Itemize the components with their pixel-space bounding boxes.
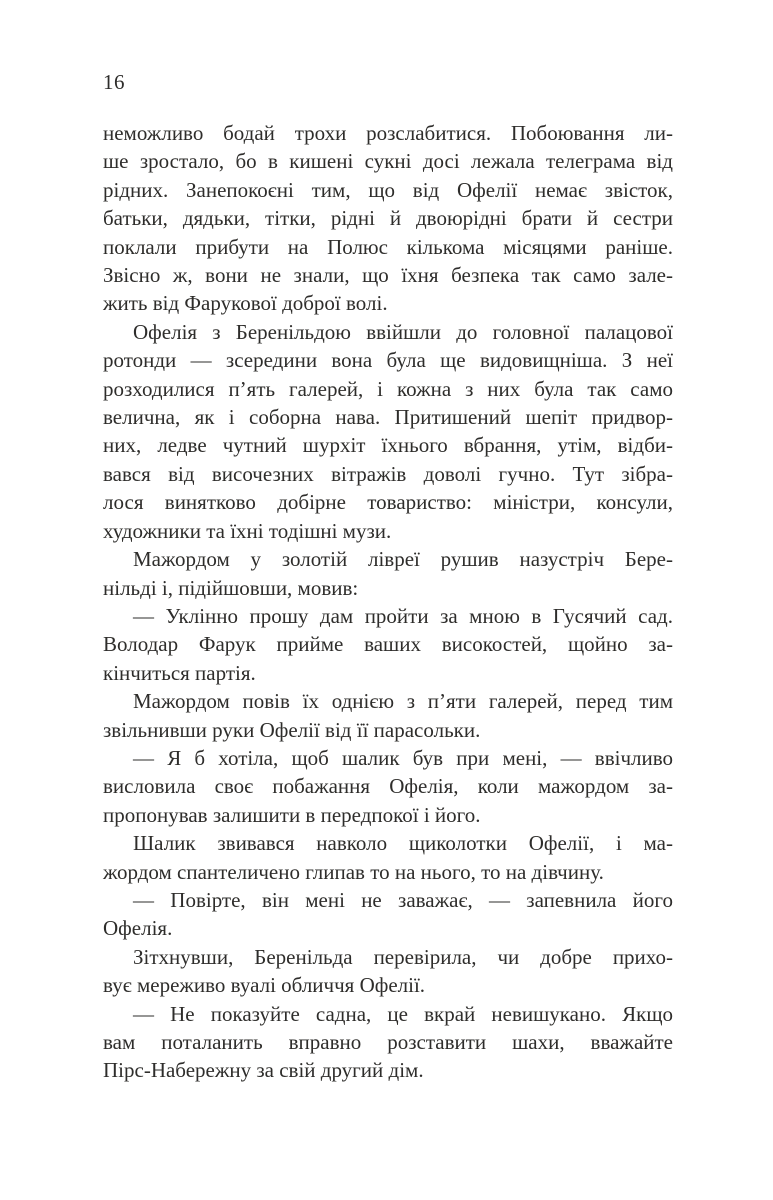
- paragraph-10: [103, 1000, 673, 1085]
- text-line: вався від височезних вітражів доволі гучно. Тут зібра-: [103, 461, 673, 486]
- text-line: Пірс-Набережну за свій другий дім.: [103, 1058, 424, 1083]
- text-line: Звісно ж, вони не знали, що їхня безпека так само зале-: [103, 263, 673, 288]
- text-line: поклали прибути на Полюс кількома місяцями раніше.: [103, 234, 673, 259]
- text-line: рідних. Занепокоєні тим, що від Офелії немає звісток,: [103, 177, 673, 202]
- text-line: Мажордом у золотій лівреї рушив назустріч Бере-: [133, 547, 673, 572]
- paragraph-8: [103, 886, 673, 943]
- text-line: жить від Фарукової доброї волі.: [103, 291, 388, 316]
- text-line: Мажордом повів їх однією з п’яти галерей, перед тим: [133, 689, 673, 714]
- paragraph-6: [103, 744, 673, 829]
- text-line: художники та їхні тодішні музи.: [103, 518, 392, 543]
- text-line: Офелія.: [103, 916, 173, 941]
- text-line: вує мереживо вуалі обличчя Офелії.: [103, 973, 426, 998]
- text-line: Шалик звивався навколо щиколотки Офелії, і ма-: [133, 831, 673, 856]
- paragraph-5: [103, 687, 673, 744]
- text-line: Зітхнувши, Беренільда перевірила, чи добре прихо-: [133, 944, 673, 969]
- text-line: лося винятково добірне товариство: міністри, консули,: [103, 490, 673, 515]
- text-line: нільді і, підійшовши, мовив:: [103, 575, 359, 600]
- text-line: розходилися п’ять галерей, і кожна з них була так само: [103, 376, 673, 401]
- text-line: батьки, дядьки, тітки, рідні й двоюрідні брати й сестри: [103, 206, 673, 231]
- text-line: висловила своє побажання Офелія, коли мажордом за-: [103, 774, 673, 799]
- text-line: них, ледве чутний шурхіт їхнього вбрання, утім, відби-: [103, 433, 673, 458]
- text-line: велична, як і соборна нава. Притишений шепіт придвор-: [103, 405, 673, 430]
- page-number: 16: [103, 70, 125, 94]
- text-line: неможливо бодай трохи розслабитися. Побоювання ли-: [103, 121, 673, 145]
- text-line: жордом спантеличено глипав то на нього, то на дівчину.: [103, 859, 604, 884]
- text-line: вам поталанить вправно розставити шахи, вважайте: [103, 1030, 673, 1054]
- text-line: пропонував залишити в передпокої і його.: [103, 802, 481, 827]
- paragraph-2: [103, 318, 673, 545]
- paragraph-9: [103, 943, 673, 1000]
- paragraph-3: [103, 545, 673, 602]
- paragraph-1: [103, 119, 673, 318]
- text-line: — Не показуйте садна, це вкрай невишукано. Якщо: [133, 1001, 673, 1026]
- text-line: Володар Фарук прийме ваших високостей, щойно за-: [103, 632, 673, 657]
- text-line: ротонди — зсередини вона була ще видовищніша. З неї: [103, 348, 673, 373]
- text-line: — Уклінно прошу дам пройти за мною в Гусячий сад.: [133, 603, 673, 628]
- paragraph-7: [103, 829, 673, 886]
- text-line: кінчиться партія.: [103, 660, 256, 685]
- paragraph-4: [103, 602, 673, 687]
- text-line: — Повірте, він мені не заважає, — запевнила його: [133, 887, 673, 912]
- text-line: ше зростало, бо в кишені сукні досі лежала телеграма від: [103, 149, 673, 174]
- text-line: звільнивши руки Офелії від її парасольки.: [103, 717, 481, 742]
- text-line: Офелія з Беренільдою ввійшли до головної палацової: [133, 319, 673, 344]
- text-body: [103, 119, 673, 1085]
- text-line: — Я б хотіла, щоб шалик був при мені, — ввічливо: [133, 745, 673, 770]
